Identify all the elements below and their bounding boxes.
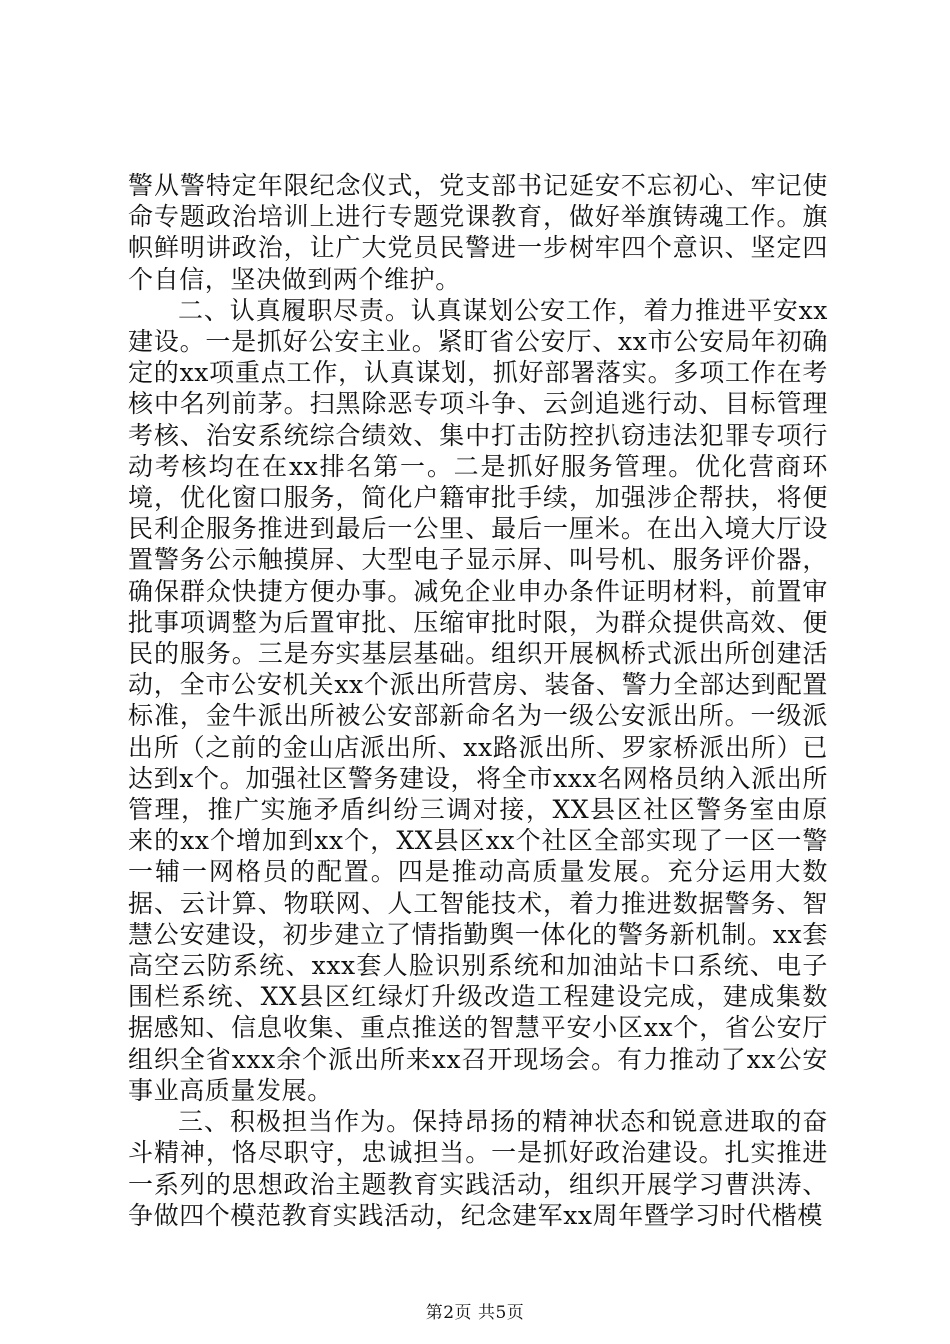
document-body <box>128 170 828 1231</box>
paragraph-section-two: 二、认真履职尽责。认真谋划公安工作，着力推进平安xx建设。一是抓好公安主业。紧盯省公安厅、xx市公安局年初确定的xx项重点工作，认真谋划，抓好部署落实。多项工作在考核中名列前茅。扫黑除恶专项斗争、云剑追逃行动、目标管理考核、治安系统综合绩效、集中打击防控扒窃违法犯罪专项行动考核均在在xx排名第一。二是抓好服务管理。优化营商环境，优化窗口服务，简化户籍审批手续，加强涉企帮扶，将便民利企服务推进到最后一公里、最后一厘米。在出入境大厅设置警务公示触摸屏、大型电子显示屏、叫号机、服务评价器，确保群众快捷方便办事。减免企业申办条件证明材料，前置审批事项调整为后置审批、压缩审批时限，为群众提供高效、便民的服务。三是夯实基层基础。组织开展枫桥式派出所创建活动，全市公安机关xx个派出所营房、装备、警力全部达到配置标准，金牛派出所被公安部新命名为一级公安派出所。一级派出所（之前的金山店派出所、xx路派出所、罗家桥派出所）已达到x个。加强社区警务建设，将全市xxx名网格员纳入派出所管理，推广实施矛盾纠纷三调对接，XX县区社区警务室由原来的xx个增加到xx个，XX县区xx个社区全部实现了一区一警一辅一网格员的配置。四是推动高质量发展。充分运用大数据、云计算、物联网、人工智能技术，着力推进数据警务、智慧公安建设，初步建立了情指勤舆一体化的警务新机制。xx套高空云防系统、xxx套人脸识别系统和加油站卡口系统、电子围栏系统、XX县区红绿灯升级改造工程建设完成，建成集数据感知、信息收集、重点推送的智慧平安小区xx个，省公安厅组织全省xxx余个派出所来xx召开现场会。有力推动了xx公安事业高质量发展。 <box>128 295 828 1105</box>
paragraph-section-three: 三、积极担当作为。保持昂扬的精神状态和锐意进取的奋斗精神，恪尽职守，忠诚担当。一是抓好政治建设。扎实推进一系列的思想政治主题教育实践活动，组织开展学习曹洪涛、争做四个模范教育实践活动，纪念建军xx周年暨学习时代楷模 <box>128 1107 828 1230</box>
page-footer: 第2页 共5页 <box>425 1303 525 1323</box>
paragraph-continuation: 警从警特定年限纪念仪式，党支部书记延安不忘初心、牢记使命专题政治培训上进行专题党课教育，做好举旗铸魂工作。旗帜鲜明讲政治，让广大党员民警进一步树牢四个意识、坚定四个自信，坚决做到两个维护。 <box>128 171 828 294</box>
